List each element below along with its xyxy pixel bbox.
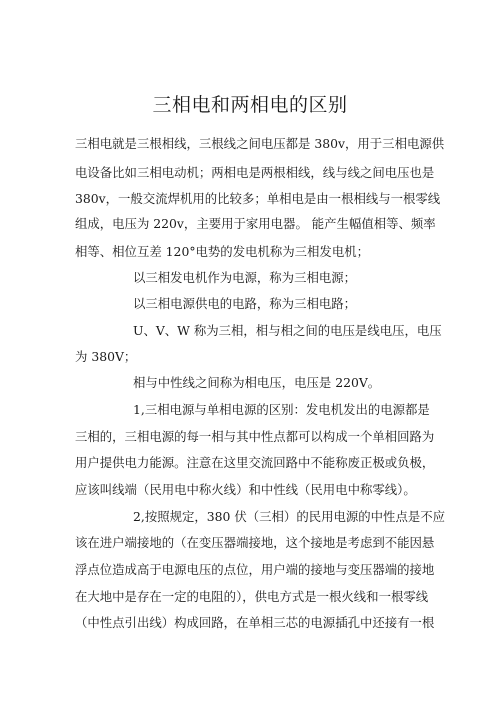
paragraph-line: 相与中性线之间称为相电压，电压是 220V。 (133, 375, 381, 390)
paragraph-line: 应该叫线端（民用电中称火线）和中性线（民用电中称零线）。 (75, 482, 416, 497)
paragraph-line: 浮点位造成高于电源电压的点位，用户端的接地与变压器端的接地 (75, 562, 435, 577)
paragraph-line: （中性点引出线）构成回路，在单相三芯的电源插孔中还接有一根 (75, 615, 435, 630)
paragraph-line: 用户提供电力能源。注意在这里交流回路中不能称废正极或负极， (75, 455, 435, 470)
paragraph-line: U、V、W 称为三相，相与相之间的电压是线电压，电压 (133, 323, 442, 338)
paragraph-line: 为 380V； (75, 349, 137, 364)
paragraph-line: 组成，电压为 220v，主要用于家用电器。 能产生幅值相等、频率 (75, 216, 436, 231)
paragraph-line: 2,按照规定，380 伏（三相）的民用电源的中性点是不应 (133, 509, 446, 524)
paragraph-line: 电设备比如三相电动机；两相电是两根相线，线与线之间电压也是 (75, 165, 435, 180)
paragraph-line: 1,三相电源与单相电源的区别：发电机发出的电源都是 (133, 402, 430, 417)
paragraph-line: 在大地中是存在一定的电阻的），供电方式是一根火线和一根零线 (75, 589, 429, 604)
paragraph-line: 380v，一般交流焊机用的比较多；单相电是由一根相线与一根零线 (75, 191, 441, 206)
paragraph-line: 以三相电源供电的电路，称为三相电路； (133, 296, 357, 311)
paragraph-line: 相等、相位互差 120°电势的发电机称为三相发电机； (75, 244, 369, 259)
paragraph-line: 以三相发电机作为电源，称为三相电源； (133, 270, 357, 285)
document-title: 三相电和两相电的区别 (152, 94, 348, 116)
paragraph-line: 该在进户端接地的（在变压器端接地，这个接地是考虑到不能因悬 (75, 535, 435, 550)
paragraph-line: 三相电就是三根相线，三根线之间电压都是 380v，用于三相电源供 (75, 136, 445, 151)
paragraph-line: 三相的，三相电源的每一相与其中性点都可以构成一个单相回路为 (75, 429, 435, 444)
